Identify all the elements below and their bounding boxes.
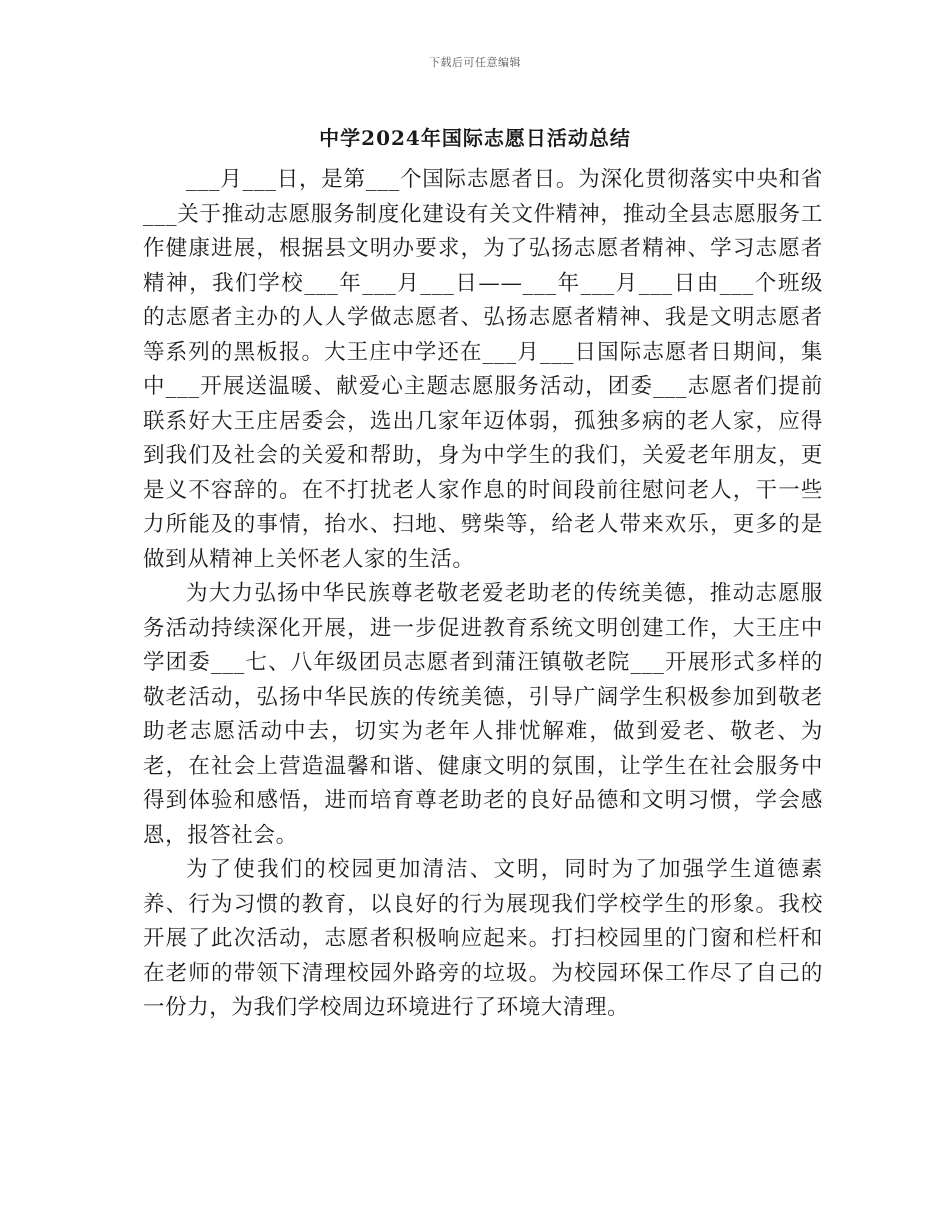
paragraph-2: 为大力弘扬中华民族尊老敬老爱老助老的传统美德，推动志愿服务活动持续深化开展，进一步促进教育系统文明创建工作，大王庄中学团委___七、八年级团员志愿者到蒲汪镇敬老院___开展形式多样的敬老活动，弘扬中华民族的传统美德，引导广阔学生积极参加到敬老助老志愿活动中去，切实为老年人排忧解难，做到爱老、敬老、为老，在社会上营造温馨和谐、健康文明的氛围，让学生在社会服务中得到体验和感悟，进而培育尊老助老的良好品德和文明习惯，学会感恩，报答社会。 (143, 581, 823, 848)
header-note: 下载后可任意编辑 (429, 56, 521, 69)
document-body (143, 163, 823, 1026)
paragraph-3: 为了使我们的校园更加清洁、文明，同时为了加强学生道德素养、行为习惯的教育，以良好的行为展现我们学校学生的形象。我校开展了此次活动，志愿者积极响应起来。打扫校园里的门窗和栏杆和在老师的带领下清理校园外路旁的垃圾。为校园环保工作尽了自己的一份力，为我们学校周边环境进行了环境大清理。 (143, 857, 823, 1020)
document-title: 中学2024年国际志愿日活动总结 (319, 126, 631, 150)
paragraph-1: ___月___日，是第___个国际志愿者日。为深化贯彻落实中央和省___关于推动志愿服务制度化建设有关文件精神，推动全县志愿服务工作健康进展，根据县文明办要求，为了弘扬志愿者精神、学习志愿者精神，我们学校___年___月___日——___年___月___日由___个班级的志愿者主办的人人学做志愿者、弘扬志愿者精神、我是文明志愿者等系列的黑板报。大王庄中学还在___月___日国际志愿者日期间，集中___开展送温暖、献爱心主题志愿服务活动，团委___志愿者们提前联系好大王庄居委会，选出几家年迈体弱，孤独多病的老人家，应得到我们及社会的关爱和帮助，身为中学生的我们，关爱老年朋友，更是义不容辞的。在不打扰老人家作息的时间段前往慰问老人，干一些力所能及的事情，抬水、扫地、劈柴等，给老人带来欢乐，更多的是做到从精神上关怀老人家的生活。 (143, 167, 823, 572)
